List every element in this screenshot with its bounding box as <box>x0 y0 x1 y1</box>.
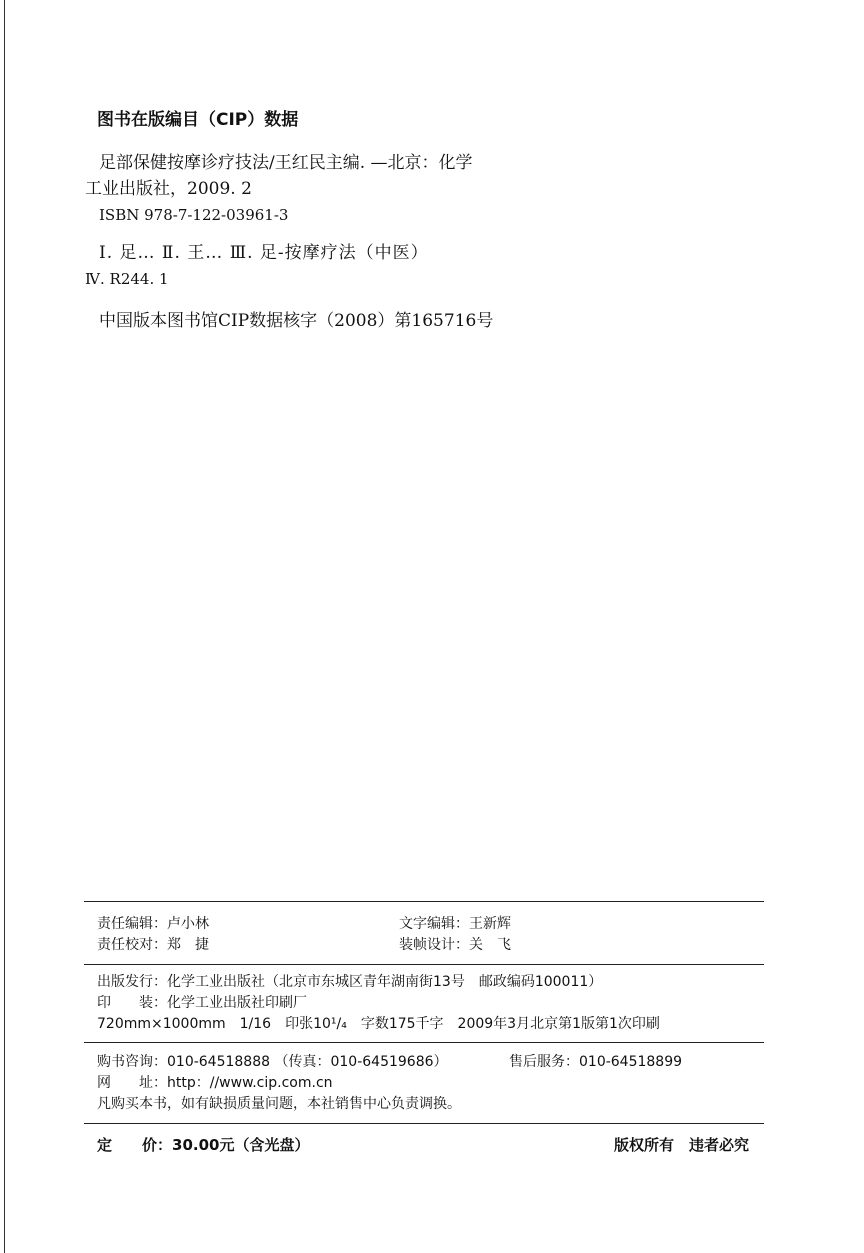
page-edge-line <box>4 0 5 1253</box>
replacement-notice: 凡购买本书，如有缺损质量问题，本社销售中心负责调换。 <box>97 1096 461 1112</box>
price-block <box>97 1134 757 1155</box>
print-specs: 720mm×1000mm 1/16 印张10¹/₄ 字数175千字 2009年3月北京第1版第1次印刷 <box>97 1016 660 1032</box>
divider-rule <box>84 964 764 965</box>
responsible-editor: 责任编辑：卢小林 <box>97 916 209 932</box>
divider-rule <box>84 901 764 902</box>
catalog-line-1: 足部保健按摩诊疗技法/王红民主编. —北京：化学 <box>99 153 473 173</box>
purchase-contact: 购书咨询：010-64518888 （传真：010-64519686） <box>97 1054 448 1070</box>
copyright-notice: 版权所有 违者必究 <box>613 1136 749 1154</box>
text-editor: 文字编辑：王新辉 <box>399 916 511 932</box>
isbn: ISBN 978-7-122-03961-3 <box>99 206 289 224</box>
publisher-info: 出版发行：化学工业出版社（北京市东城区青年湖南街13号 邮政编码100011） <box>97 974 603 990</box>
divider-rule <box>84 1042 764 1043</box>
catalog-line-2: 工业出版社，2009. 2 <box>85 179 252 199</box>
printer-info: 印 装：化学工业出版社印刷厂 <box>97 995 307 1011</box>
cip-title: 图书在版编目（CIP）数据 <box>97 110 299 130</box>
classification-line-2: Ⅳ. R244. 1 <box>85 270 169 288</box>
designer: 装帧设计：关 飞 <box>399 937 511 953</box>
price: 定 价：30.00元（含光盘） <box>97 1136 310 1154</box>
editors-block <box>97 914 757 956</box>
classification-line-1: Ⅰ. 足… Ⅱ. 王… Ⅲ. 足-按摩疗法（中医） <box>99 243 429 263</box>
publishing-block <box>97 972 757 1035</box>
cip-number: 中国版本图书馆CIP数据核字（2008）第165716号 <box>99 311 494 331</box>
divider-rule <box>84 1123 764 1124</box>
contact-block <box>97 1052 757 1115</box>
website: 网 址：http：//www.cip.com.cn <box>97 1075 333 1091</box>
proofreader: 责任校对：郑 捷 <box>97 937 209 953</box>
after-sales-contact: 售后服务：010-64518899 <box>509 1054 683 1070</box>
cip-block <box>85 105 555 334</box>
